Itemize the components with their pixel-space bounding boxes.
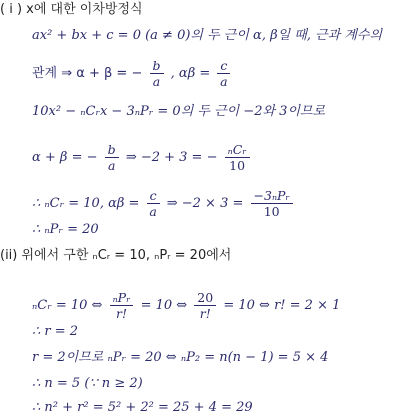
fraction-20-over-rfact: $\frac{20}{r!}$	[194, 290, 216, 321]
product-roots-mid: ⇒ −2 × 3 =	[166, 196, 244, 211]
vieta-product-label: , αβ =	[170, 66, 211, 81]
fraction-b-over-a: $\frac{b}{a}$	[150, 58, 164, 89]
part2-line-final-answer: ∴ n² + r² = 5² + 2² = 25 + 4 = 29	[32, 400, 253, 415]
part1-line-given-equation: 10x² − ₙCᵣx − 3ₙPᵣ = 0의 두 근이 −2와 3이므로	[32, 104, 326, 119]
fraction-c-over-a: $\frac{c}{a}$	[217, 58, 230, 89]
part1-line-sum-roots	[32, 142, 253, 173]
part2-line-npr-expand: r = 2이므로 ₙPᵣ = 20 ⇔ ₙP₂ = n(n − 1) = 5 × 4	[32, 350, 329, 365]
part1-line-vieta	[32, 58, 233, 89]
ncr-eq-lhs: ₙCᵣ = 10 ⇔	[32, 298, 103, 313]
fraction-b-over-a-2: $\frac{b}{a}$	[105, 142, 119, 173]
ncr-eq-mid: = 10 ⇔	[140, 298, 188, 313]
part2-line-ncr-equivalence	[32, 290, 340, 321]
sum-roots-lhs: α + β = −	[32, 150, 98, 165]
fraction-c-over-a-2: $\frac{c}{a}$	[147, 188, 160, 219]
fraction-npr-over-rfact: $\frac{\text{ₙPᵣ}}{r!}$	[110, 290, 134, 321]
part1-header: ( i ) x에 대한 이차방정식	[0, 2, 143, 17]
part1-line-quadratic: ax² + bx + c = 0 (a ≠ 0)의 두 근이 α, β일 때, 근과 계수의	[32, 28, 383, 43]
fraction-ncr-over-10: $\frac{\text{ₙCᵣ}}{10}$	[225, 142, 250, 173]
vieta-intro: 관계 ⇒ α + β = −	[32, 66, 143, 81]
part1-line-npr-result: ∴ ₙPᵣ = 20	[32, 222, 99, 237]
part2-header: (ii) 위에서 구한 ₙCᵣ = 10, ₙPᵣ = 20에서	[0, 248, 232, 263]
ncr-eq-rhs: = 10 ⇔ r! = 2 × 1	[223, 298, 341, 313]
part1-line-product-roots	[32, 188, 296, 219]
sum-roots-mid: ⇒ −2 + 3 = −	[125, 150, 218, 165]
product-roots-lhs: ∴ ₙCᵣ = 10, αβ =	[32, 196, 140, 211]
fraction-3npr-over-10: $\frac{\text{−3ₙPᵣ}}{10}$	[251, 188, 293, 219]
part2-line-r-value: ∴ r = 2	[32, 324, 79, 339]
part2-line-n-value: ∴ n = 5 (∵ n ≥ 2)	[32, 376, 143, 391]
